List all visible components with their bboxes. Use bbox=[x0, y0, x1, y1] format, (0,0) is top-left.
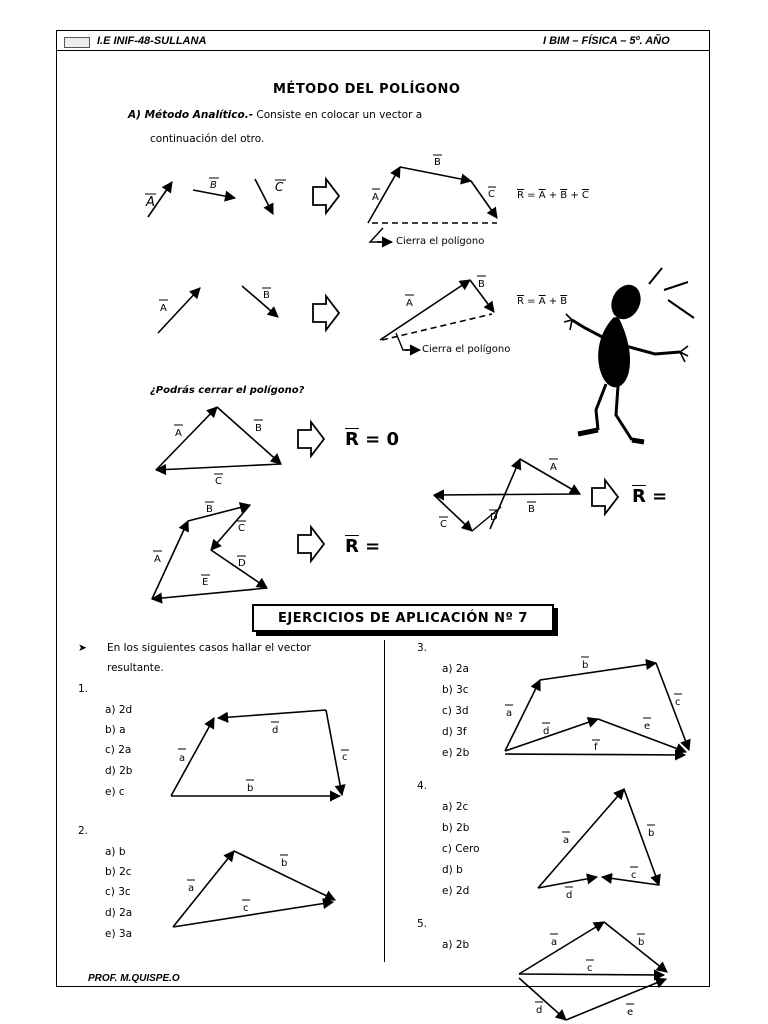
course-label: I BIM – FÍSICA – 5º. AÑO bbox=[543, 35, 670, 47]
svg-text:A: A bbox=[154, 554, 161, 565]
closes-label-2: Cierra el polígono bbox=[422, 344, 511, 355]
svg-text:D: D bbox=[490, 512, 498, 523]
svg-text:A: A bbox=[175, 428, 182, 439]
instructions-line-2: resultante. bbox=[107, 662, 164, 674]
question-text: ¿Podrás cerrar el polígono? bbox=[150, 385, 305, 396]
problem-2-option-d: d) 2a bbox=[105, 907, 133, 919]
problem-4-option-c: c) Cero bbox=[442, 843, 480, 855]
svg-text:A: A bbox=[372, 192, 379, 203]
svg-text:B: B bbox=[434, 157, 441, 168]
result-blank-1: $\overline{R}$ = bbox=[345, 536, 381, 557]
svg-text:A: A bbox=[406, 298, 413, 309]
problem-3-number: 3. bbox=[417, 642, 428, 654]
svg-text:e: e bbox=[627, 1007, 634, 1018]
problem-4-option-d: d) b bbox=[442, 864, 463, 876]
right-arrow-icon bbox=[592, 480, 618, 514]
problem-2-option-a: a) b bbox=[105, 846, 126, 858]
svg-text:b: b bbox=[648, 828, 655, 839]
svg-text:a: a bbox=[188, 883, 195, 894]
svg-text:a: a bbox=[563, 835, 570, 846]
svg-text:d: d bbox=[543, 726, 550, 737]
problem-4-option-a: a) 2c bbox=[442, 801, 469, 813]
problem-3-option-e: e) 2b bbox=[442, 747, 470, 759]
svg-text:A: A bbox=[550, 462, 557, 473]
stick-figure bbox=[564, 268, 694, 442]
problem-3-option-a: a) 2a bbox=[442, 663, 469, 675]
problem-3-option-d: d) 3f bbox=[442, 726, 467, 738]
svg-text:e: e bbox=[644, 721, 651, 732]
problem-5-option-a: a) 2b bbox=[442, 939, 470, 951]
problem-2-option-c: c) 3c bbox=[105, 886, 131, 898]
svg-text:B: B bbox=[478, 279, 485, 290]
svg-text:f: f bbox=[594, 742, 598, 753]
problem-1-option-d: d) 2b bbox=[105, 765, 133, 777]
svg-text:a: a bbox=[551, 937, 558, 948]
school-name: I.E INIF-48-SULLANA bbox=[97, 35, 207, 47]
method-text-1: Consiste en colocar un vector a bbox=[256, 109, 423, 121]
bullet-icon: ➤ bbox=[78, 642, 87, 654]
svg-text:E: E bbox=[202, 577, 209, 588]
right-arrow-icon bbox=[313, 296, 339, 330]
svg-text:B: B bbox=[210, 180, 217, 191]
svg-text:c: c bbox=[587, 963, 593, 974]
svg-text:A: A bbox=[160, 303, 167, 314]
svg-text:D: D bbox=[238, 558, 246, 569]
svg-text:B: B bbox=[528, 504, 535, 515]
formula-1: $\overline{R} = \overline{A} + \overline{B} + \overline{C}$ bbox=[517, 190, 589, 201]
svg-text:b: b bbox=[281, 858, 288, 869]
svg-text:A: A bbox=[146, 195, 155, 210]
svg-text:C: C bbox=[275, 180, 284, 194]
right-arrow-icon bbox=[298, 527, 324, 561]
svg-text:c: c bbox=[675, 697, 681, 708]
svg-text:B: B bbox=[263, 290, 270, 301]
svg-text:B: B bbox=[206, 504, 213, 515]
svg-text:C: C bbox=[238, 523, 245, 534]
svg-text:c: c bbox=[243, 903, 249, 914]
closes-label-1: Cierra el polígono bbox=[396, 236, 485, 247]
result-zero: $\overline{R} = 0$ bbox=[345, 429, 400, 450]
problem-2-option-e: e) 3a bbox=[105, 928, 133, 940]
problem-2-number: 2. bbox=[78, 825, 89, 837]
problem-3-option-c: c) 3d bbox=[442, 705, 469, 717]
svg-text:d: d bbox=[272, 725, 279, 736]
problem-4-number: 4. bbox=[417, 780, 428, 792]
svg-text:C: C bbox=[215, 476, 222, 487]
right-arrow-icon bbox=[313, 179, 339, 213]
svg-text:C: C bbox=[440, 519, 447, 530]
svg-text:b: b bbox=[582, 660, 589, 671]
svg-text:c: c bbox=[342, 752, 348, 763]
problem-1-option-e: e) c bbox=[105, 786, 125, 798]
page-title: MÉTODO DEL POLÍGONO bbox=[273, 82, 461, 97]
formula-2: $\overline{R} = \overline{A} + \overline{B}$ bbox=[517, 296, 568, 307]
svg-text:d: d bbox=[566, 890, 573, 901]
problem-1-number: 1. bbox=[78, 683, 89, 695]
problem-4-option-b: b) 2b bbox=[442, 822, 470, 834]
method-label: A) Método Analítico.- bbox=[128, 109, 254, 121]
svg-text:B: B bbox=[255, 423, 262, 434]
problem-3-option-b: b) 3c bbox=[442, 684, 469, 696]
svg-text:C: C bbox=[488, 189, 495, 200]
svg-text:d: d bbox=[536, 1005, 543, 1016]
problem-1-option-c: c) 2a bbox=[105, 744, 132, 756]
svg-text:b: b bbox=[638, 937, 645, 948]
problem-5-number: 5. bbox=[417, 918, 428, 930]
method-text-2: continuación del otro. bbox=[150, 133, 265, 145]
problem-4-option-e: e) 2d bbox=[442, 885, 470, 897]
footer-teacher: PROF. M.QUISPE.O bbox=[88, 973, 180, 984]
problem-1-option-a: a) 2d bbox=[105, 704, 133, 716]
svg-text:c: c bbox=[631, 870, 637, 881]
problem-1-option-b: b) a bbox=[105, 724, 126, 736]
result-blank-2: $\overline{R}$ = bbox=[632, 486, 668, 507]
problem-2-option-b: b) 2c bbox=[105, 866, 132, 878]
svg-text:a: a bbox=[506, 708, 513, 719]
right-arrow-icon bbox=[298, 422, 324, 456]
svg-text:a: a bbox=[179, 753, 186, 764]
instructions-line-1: En los siguientes casos hallar el vector bbox=[107, 642, 311, 654]
svg-text:b: b bbox=[247, 783, 254, 794]
exercises-title: EJERCICIOS DE APLICACIÓN Nº 7 bbox=[278, 610, 528, 626]
